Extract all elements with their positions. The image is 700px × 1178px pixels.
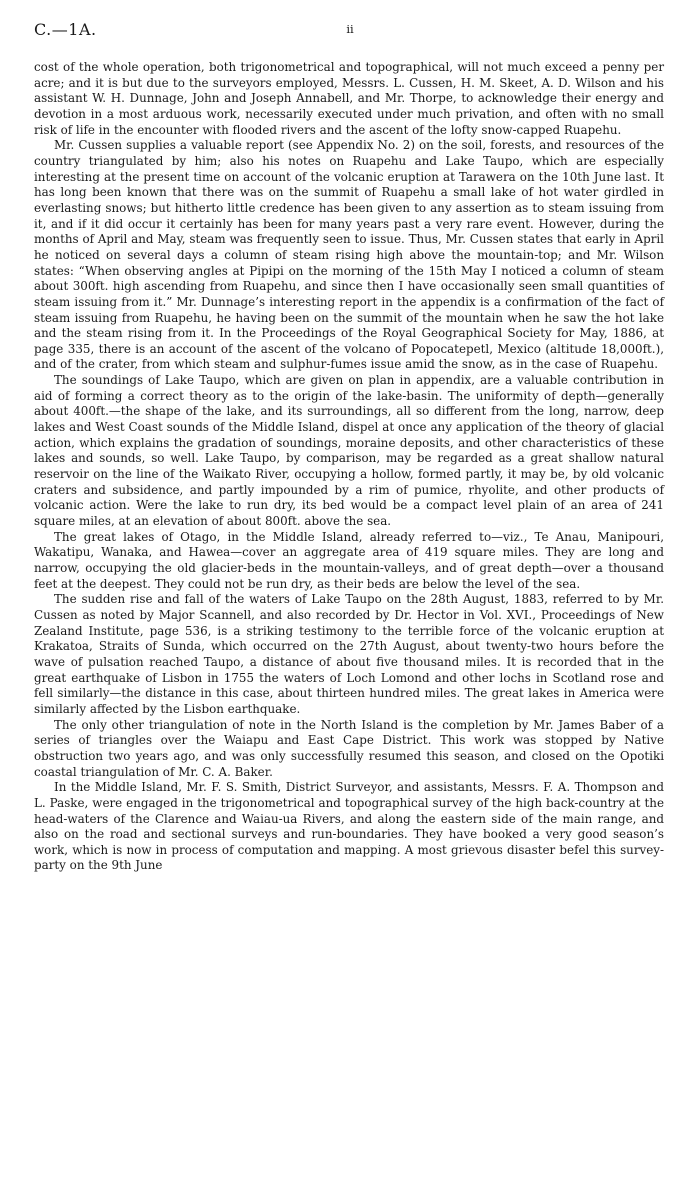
paragraph: The sudden rise and fall of the waters of Lake Taupo on the 28th August, 1883, referred to by Mr. Cussen as noted by Major Scannell, and also recorded by Dr. Hector in Vol. XVI., Proceedings of New Zealand Institute, page 536, is a striking testimony to the terrible force of the volcanic eruption at Krakatoa, Straits of Sunda, which occurred on the 27th August, about twenty-two hours before the wave of pulsation reached Taupo, a distance of about five thousand miles. It is recorded that in the great earthquake of Lisbon in 1755 the waters of Loch Lomond and other lochs in Scotland rose and fell similarly—the distance in this case, about thirteen hundred miles. The great lakes in America were similarly affected by the Lisbon earthquake. xyxy=(34,592,664,716)
paragraph: The only other triangulation of note in the North Island is the completion by Mr. James Baber of a series of triangles over the Waiapu and East Cape District. This work was stopped by Native obstruction two years ago, and was only successfully resumed this season, and closed on the Opotiki coastal triangulation of Mr. C. A. Baker. xyxy=(34,717,664,779)
paragraph: Mr. Cussen supplies a valuable report (see Appendix No. 2) on the soil, forests, and resources of the country triangulated by him; also his notes on Ruapehu and Lake Taupo, which are especially interesting at the present time on account of the volcanic eruption at Tarawera on the 10th June last. It has long been known that there was on the summit of Ruapehu a small lake of hot water girdled in everlasting snows; but hitherto little credence has been given to any assertion as to steam issuing from it, and if it did occur it certainly has been for many years past a very rare event. However, during the months of April and May, steam was frequently seen to issue. Thus, Mr. Cussen states that early in April he noticed on several days a column of steam rising high above the mountain-top; and Mr. Wilson states: “When observing angles at Pipipi on the morning of the 15th May I noticed a column of steam about 300ft. high ascending from Ruapehu, and since then I have occasionally seen small quantities of steam issuing from it.” Mr. Dunnage’s interesting report in the appendix is a confirmation of the fact of steam issuing from Ruapehu, he having been on the summit of the mountain when he saw the hot lake and the steam rising from it. In the Proceedings of the Royal Geographical Society for May, 1886, at page 335, there is an account of the ascent of the volcano of Popocatepetl, Mexico (altitude 18,000ft.), and of the crater, from which steam and sulphur-fumes issue amid the snow, as in the case of Ruapehu. xyxy=(34,138,664,372)
page-header xyxy=(34,20,666,44)
body-text xyxy=(34,60,664,874)
paragraph: In the Middle Island, Mr. F. S. Smith, District Surveyor, and assistants, Messrs. F. A. Thompson and L. Paske, were engaged in the trigonometrical and topographical survey of the high back-country at the head-waters of the Clarence and Waiau-ua Rivers, and along the eastern side of the main range, and also on the road and sectional surveys and run-boundaries. They have booked a very good season’s work, which is now in process of computation and mapping. A most grievous disaster befel this survey-party on the 9th June xyxy=(34,780,664,873)
paragraph: cost of the whole operation, both trigonometrical and topographical, will not much exceed a penny per acre; and it is but due to the surveyors employed, Messrs. L. Cussen, H. M. Skeet, A. D. Wilson and his assistant W. H. Dunnage, John and Joseph Annabell, and Mr. Thorpe, to acknowledge their energy and devotion in a most arduous work, necessarily executed under much privation, and often with no small risk of life in the encounter with flooded rivers and the ascent of the lofty snow-capped Ruapehu. xyxy=(34,60,664,137)
document-reference: C.—1A. xyxy=(34,20,97,39)
page-number: ii xyxy=(346,22,354,36)
paragraph: The soundings of Lake Taupo, which are given on plan in appendix, are a valuable contribution in aid of forming a correct theory as to the origin of the lake-basin. The uniformity of depth—generally about 400ft.—the shape of the lake, and its surroundings, all so different from the long, narrow, deep lakes and West Coast sounds of the Middle Island, dispel at once any application of the theory of glacial action, which explains the gradation of soundings, moraine deposits, and other characteristics of these lakes and sounds, so well. Lake Taupo, by comparison, may be regarded as a great shallow natural reservoir on the line of the Waikato River, occupying a hollow, formed partly, it may be, by old volcanic craters and subsidence, and partly impounded by a rim of pumice, rhyolite, and other products of volcanic action. Were the lake to run dry, its bed would be a compact level plain of an area of 241 square miles, at an elevation of about 800ft. above the sea. xyxy=(34,373,664,529)
paragraph: The great lakes of Otago, in the Middle Island, already referred to—viz., Te Anau, Manipouri, Wakatipu, Wanaka, and Hawea—cover an aggregate area of 419 square miles. They are long and narrow, occupying the old glacier-beds in the mountain-valleys, and of great depth—over a thousand feet at the deepest. They could not be run dry, as their beds are below the level of the sea. xyxy=(34,529,664,591)
